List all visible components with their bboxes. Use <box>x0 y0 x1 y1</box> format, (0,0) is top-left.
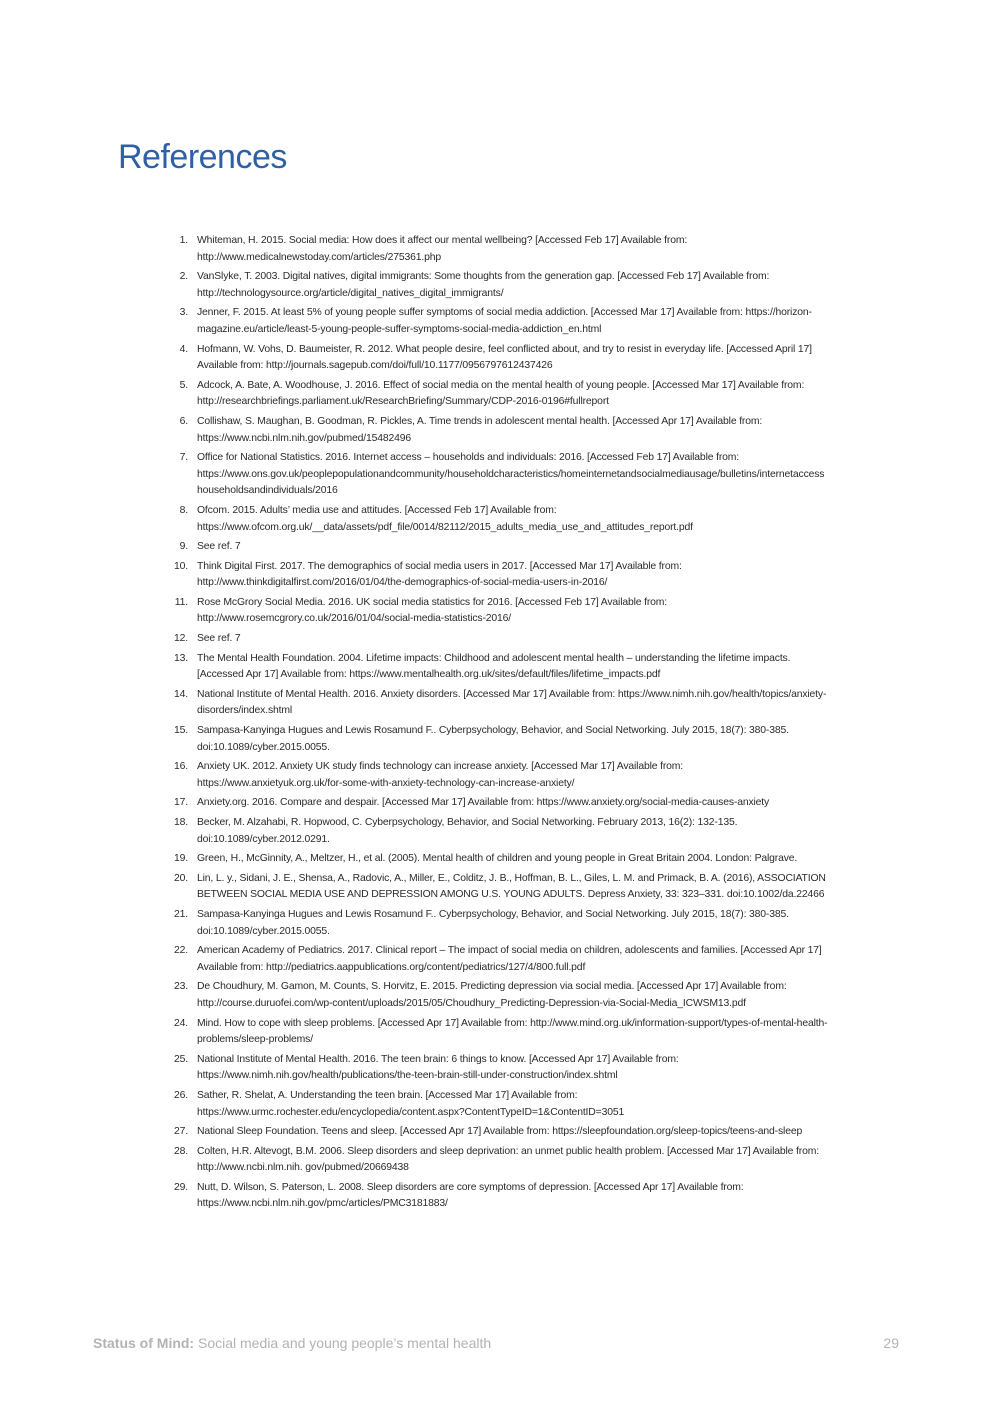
footer-title-bold: Status of Mind: <box>93 1335 195 1351</box>
reference-number: 25. <box>174 1053 188 1065</box>
footer-title-rest: Social media and young people’s mental health <box>194 1335 492 1351</box>
reference-number: 19. <box>174 853 188 865</box>
reference-item <box>160 539 828 556</box>
reference-item <box>160 378 828 411</box>
reference-number: 15. <box>174 725 188 737</box>
reference-number: 9. <box>179 541 188 553</box>
reference-item <box>160 595 828 628</box>
reference-number: 3. <box>179 307 188 319</box>
reference-number: 24. <box>174 1017 188 1029</box>
reference-text: Anxiety UK. 2012. Anxiety UK study finds technology can increase anxiety. [Accessed Mar 17] Available from: https://www.anxietyuk.org.uk/for-some-with-anxiety-technology-can-increase-anxiety/ <box>197 761 684 789</box>
reference-item <box>160 342 828 375</box>
reference-text: Anxiety.org. 2016. Compare and despair. [Accessed Mar 17] Available from: https://www.anxiety.org/social-media-causes-anxiety <box>197 797 770 809</box>
reference-text: Office for National Statistics. 2016. Internet access – households and individuals: 2016. [Accessed Feb 17] Available from: https://www.ons.gov.uk/peoplepopulationandcommunity/householdcharacteristics/homeinternetandsocialmediausage/bulletins/internetaccesshouseholdsandindividuals/2016 <box>197 452 825 497</box>
reference-number: 8. <box>179 504 188 516</box>
reference-item <box>160 1088 828 1121</box>
reference-item <box>160 795 828 812</box>
reference-item <box>160 687 828 720</box>
reference-number: 6. <box>179 415 188 427</box>
reference-item <box>160 723 828 756</box>
reference-text: Sampasa-Kanyinga Hugues and Lewis Rosamund F.. Cyberpsychology, Behavior, and Social Networking. July 2015, 18(7): 380-385. doi:10.1089/cyber.2015.0055. <box>197 725 789 753</box>
reference-item <box>160 450 828 500</box>
reference-number: 21. <box>174 908 188 920</box>
reference-number: 18. <box>174 817 188 828</box>
reference-text: The Mental Health Foundation. 2004. Lifetime impacts: Childhood and adolescent mental health – understanding the lifetime impacts. [Accessed Apr 17] Available from: https://www.mentalhealth.org.uk/sites/default/files/lifetime_impacts.pdf <box>197 652 791 681</box>
reference-text: Jenner, F. 2015. At least 5% of young people suffer symptoms of social media addiction. [Accessed Mar 17] Available from: https://horizon-magazine.eu/article/least-5-young-people-suffer-symptoms-social-media-addiction_en.html <box>197 307 812 335</box>
reference-item <box>160 1144 828 1177</box>
reference-item <box>160 233 828 266</box>
reference-item <box>160 759 828 792</box>
reference-item <box>160 1180 828 1213</box>
reference-text: See ref. 7 <box>197 541 241 553</box>
reference-number: 2. <box>179 271 188 283</box>
reference-text: National Institute of Mental Health. 2016. The teen brain: 6 things to know. [Accessed Apr 17] Available from: https://www.nimh.nih.gov/health/publications/the-teen-brain-still-under-construction/index.shtml <box>197 1053 679 1082</box>
reference-text: Sather, R. Shelat, A. Understanding the teen brain. [Accessed Mar 17] Available from: https://www.urmc.rochester.edu/encyclopedia/content.aspx?ContentTypeID=1&ContentID=3051 <box>197 1089 625 1118</box>
reference-item <box>160 1052 828 1085</box>
reference-item <box>160 1124 828 1141</box>
reference-item <box>160 943 828 976</box>
page-heading: References <box>118 138 287 176</box>
reference-number: 22. <box>174 945 188 957</box>
reference-list <box>160 233 828 1216</box>
reference-number: 5. <box>179 379 188 391</box>
reference-number: 28. <box>174 1145 188 1157</box>
reference-text: VanSlyke, T. 2003. Digital natives, digital immigrants: Some thoughts from the generation gap. [Accessed Feb 17] Available from: http://technologysource.org/article/digital_natives_digital_immigrants/ <box>197 271 770 299</box>
reference-text: Whiteman, H. 2015. Social media: How does it affect our mental wellbeing? [Accessed Feb 17] Available from: http://www.medicalnewstoday.com/articles/275361.php <box>197 235 688 263</box>
page-footer <box>93 1335 899 1351</box>
reference-text: American Academy of Pediatrics. 2017. Clinical report – The impact of social media on children, adolescents and families. [Accessed Apr 17] Available from: http://pediatrics.aappublications.org/content/pediatrics/127/4/800.full.pdf <box>197 945 822 973</box>
reference-text: Hofmann, W. Vohs, D. Baumeister, R. 2012. What people desire, feel conflicted about, and try to resist in everyday life. [Accessed April 17] Available from: http://journals.sagepub.com/doi/full/10.1177/0956797612437426 <box>197 343 812 372</box>
reference-number: 26. <box>174 1089 188 1101</box>
reference-text: Think Digital First. 2017. The demographics of social media users in 2017. [Accessed Mar 17] Available from: http://www.thinkdigitalfirst.com/2016/01/04/the-demographics-of-social-media-users-in-2016/ <box>197 560 682 589</box>
reference-item <box>160 503 828 536</box>
reference-number: 11. <box>174 596 188 608</box>
reference-number: 20. <box>174 872 188 884</box>
reference-item <box>160 979 828 1012</box>
reference-text: Mind. How to cope with sleep problems. [Accessed Apr 17] Available from: http://www.mind.org.uk/information-support/types-of-mental-health-problems/sleep-problems/ <box>197 1017 828 1046</box>
page-number: 29 <box>883 1335 899 1351</box>
reference-number: 17. <box>174 797 188 809</box>
reference-item <box>160 631 828 648</box>
reference-number: 23. <box>174 981 188 993</box>
reference-text: National Institute of Mental Health. 2016. Anxiety disorders. [Accessed Mar 17] Available from: https://www.nimh.nih.gov/health/topics/anxiety-disorders/index.shtml <box>197 688 827 717</box>
reference-item <box>160 815 828 848</box>
reference-number: 27. <box>174 1126 188 1138</box>
reference-number: 7. <box>179 452 188 464</box>
reference-text: Sampasa-Kanyinga Hugues and Lewis Rosamund F.. Cyberpsychology, Behavior, and Social Networking. July 2015, 18(7): 380-385. doi:10.1089/cyber.2015.0055. <box>197 908 789 937</box>
reference-text: Ofcom. 2015. Adults’ media use and attitudes. [Accessed Feb 17] Available from: https://www.ofcom.org.uk/__data/assets/pdf_file/0014/82112/2015_adults_media_use_and_attitudes_report.pdf <box>197 504 693 533</box>
reference-number: 1. <box>179 235 188 246</box>
reference-number: 10. <box>174 560 188 572</box>
reference-text: De Choudhury, M. Gamon, M. Counts, S. Horvitz, E. 2015. Predicting depression via social media. [Accessed Apr 17] Available from: http://course.duruofei.com/wp-content/uploads/2015/05/Choudhury_Predicting-Depression-via-Social-Media_ICWSM13.pdf <box>197 981 787 1009</box>
reference-item <box>160 651 828 684</box>
reference-text: Adcock, A. Bate, A. Woodhouse, J. 2016. Effect of social media on the mental health of young people. [Accessed Mar 17] Available from: http://researchbriefings.parliament.uk/ResearchBriefing/Summary/CDP-2016-0196#fullreport <box>197 379 805 408</box>
reference-text: Green, H., McGinnity, A., Meltzer, H., et al. (2005). Mental health of children and young people in Great Britain 2004. London: Palgrave. <box>197 853 798 865</box>
reference-number: 14. <box>174 688 188 700</box>
reference-item <box>160 559 828 592</box>
reference-number: 4. <box>179 343 188 355</box>
reference-number: 12. <box>174 633 188 645</box>
reference-item <box>160 305 828 338</box>
reference-text: National Sleep Foundation. Teens and sleep. [Accessed Apr 17] Available from: https://sleepfoundation.org/sleep-topics/teens-and-sleep <box>197 1126 803 1138</box>
reference-item <box>160 1016 828 1049</box>
reference-item <box>160 414 828 447</box>
reference-item <box>160 907 828 940</box>
reference-number: 16. <box>174 761 188 773</box>
reference-text: Rose McGrory Social Media. 2016. UK social media statistics for 2016. [Accessed Feb 17] Available from: http://www.rosemcgrory.co.uk/2016/01/04/social-media-statistics-2016/ <box>197 596 668 625</box>
reference-text: Lin, L. y., Sidani, J. E., Shensa, A., Radovic, A., Miller, E., Colditz, J. B., Hoffman, B. L., Giles, L. M. and Primack, B. A. (2016), ASSOCIATION BETWEEN SOCIAL MEDIA USE AND DEPRESSION AMONG U.S. YOUNG ADULTS. Depress Anxiety, 33: 323–331. doi:10.1002/da.22466 <box>197 872 826 901</box>
reference-text: Colten, H.R. Altevogt, B.M. 2006. Sleep disorders and sleep deprivation: an unmet public health problem. [Accessed Mar 17] Available from: http://www.ncbi.nlm.nih. gov/pubmed/20669438 <box>197 1145 819 1174</box>
reference-number: 29. <box>174 1181 188 1193</box>
reference-text: See ref. 7 <box>197 633 241 645</box>
reference-text: Nutt, D. Wilson, S. Paterson, L. 2008. Sleep disorders are core symptoms of depression. [Accessed Apr 17] Available from: https://www.ncbi.nlm.nih.gov/pmc/articles/PMC3181883/ <box>197 1181 744 1210</box>
reference-text: Collishaw, S. Maughan, B. Goodman, R. Pickles, A. Time trends in adolescent mental health. [Accessed Apr 17] Available from: https://www.ncbi.nlm.nih.gov/pubmed/15482496 <box>197 415 763 444</box>
reference-item <box>160 851 828 868</box>
reference-number: 13. <box>174 652 188 664</box>
reference-text: Becker, M. Alzahabi, R. Hopwood, C. Cyberpsychology, Behavior, and Social Networking. February 2013, 16(2): 132-135. doi:10.1089/cyber.2012.0291. <box>197 817 738 845</box>
reference-item <box>160 269 828 302</box>
footer-title <box>93 1335 491 1351</box>
reference-item <box>160 871 828 904</box>
